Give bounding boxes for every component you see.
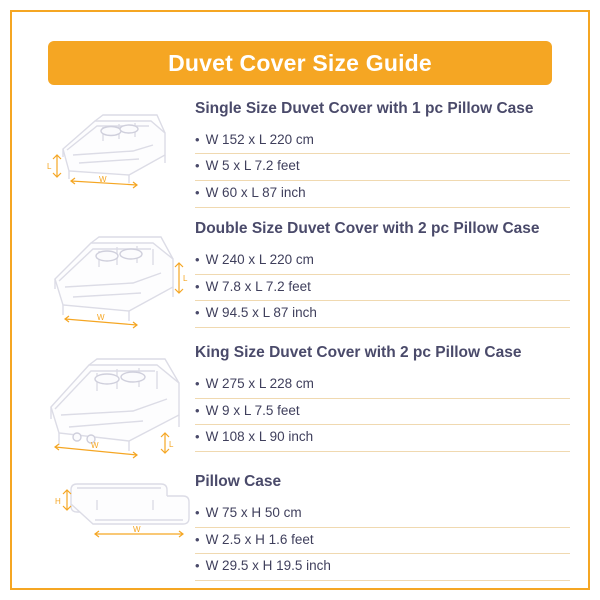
double-bed-illustration: [30, 212, 195, 332]
dimension-text: W 7.8 x L 7.2 feet: [205, 278, 311, 294]
size-guide-list: [30, 92, 570, 580]
dimension-text: W 152 x L 220 cm: [205, 131, 314, 147]
king-bed-illustration: [30, 336, 195, 461]
dimension-text: W 60 x L 87 inch: [205, 185, 306, 201]
king-info: [195, 336, 570, 452]
list-item-single: [30, 92, 570, 208]
dimension-text: W 29.5 x H 19.5 inch: [205, 558, 331, 574]
bullet-icon: •: [195, 158, 200, 174]
item-title: Single Size Duvet Cover with 1 pc Pillow Case: [195, 100, 534, 117]
svg-text:W: W: [132, 525, 141, 535]
dimension-row: [195, 372, 570, 399]
pillow-case-illustration: [30, 465, 195, 563]
bullet-icon: •: [195, 131, 200, 147]
bullet-icon: •: [195, 375, 200, 391]
dimension-text: W 5 x L 7.2 feet: [205, 158, 300, 174]
bullet-icon: •: [195, 278, 200, 294]
bullet-icon: •: [195, 402, 200, 418]
dimension-row: [195, 501, 570, 528]
item-title: King Size Duvet Cover with 2 pc Pillow Case: [195, 344, 522, 362]
bullet-icon: •: [195, 531, 200, 547]
dimension-row: [195, 275, 570, 302]
dimension-text: W 75 x H 50 cm: [205, 504, 302, 520]
dimension-text: W 2.5 x H 1.6 feet: [205, 531, 314, 547]
dimension-row: [195, 528, 570, 555]
dimension-row: [195, 181, 570, 208]
bullet-icon: •: [195, 251, 200, 267]
svg-text:W: W: [98, 175, 107, 184]
dimension-row: [195, 128, 570, 155]
dimension-row: [195, 399, 570, 426]
bullet-icon: •: [195, 504, 200, 520]
bullet-icon: •: [195, 429, 200, 445]
svg-text:H: H: [54, 497, 61, 507]
dimension-text: W 108 x L 90 inch: [205, 429, 314, 445]
svg-text:W: W: [90, 440, 99, 450]
list-item-pillow: [30, 465, 570, 581]
dimension-row: [195, 154, 570, 181]
dimension-row: [195, 301, 570, 328]
list-item-double: [30, 212, 570, 332]
item-title: Double Size Duvet Cover with 2 pc Pillow Case: [195, 220, 540, 238]
double-info: [195, 212, 570, 328]
bullet-icon: •: [195, 185, 200, 201]
item-title: Pillow Case: [195, 473, 282, 491]
dimension-text: W 275 x L 228 cm: [205, 375, 314, 391]
dimension-text: W 94.5 x L 87 inch: [205, 305, 317, 321]
page-title-bar: [48, 41, 552, 85]
dimension-row: [195, 248, 570, 275]
page-title: Duvet Cover Size Guide: [168, 49, 432, 76]
pillow-info: [195, 465, 570, 581]
svg-text:L: L: [168, 439, 173, 449]
dimension-row: [195, 554, 570, 581]
dimension-text: W 9 x L 7.5 feet: [205, 402, 300, 418]
svg-text:L: L: [182, 274, 187, 284]
svg-text:L: L: [46, 162, 51, 171]
single-bed-illustration: [30, 92, 195, 190]
dimension-text: W 240 x L 220 cm: [205, 251, 314, 267]
dimension-row: [195, 425, 570, 452]
bullet-icon: •: [195, 305, 200, 321]
bullet-icon: •: [195, 558, 200, 574]
single-info: [195, 92, 570, 208]
svg-text:W: W: [96, 313, 105, 323]
list-item-king: [30, 336, 570, 461]
